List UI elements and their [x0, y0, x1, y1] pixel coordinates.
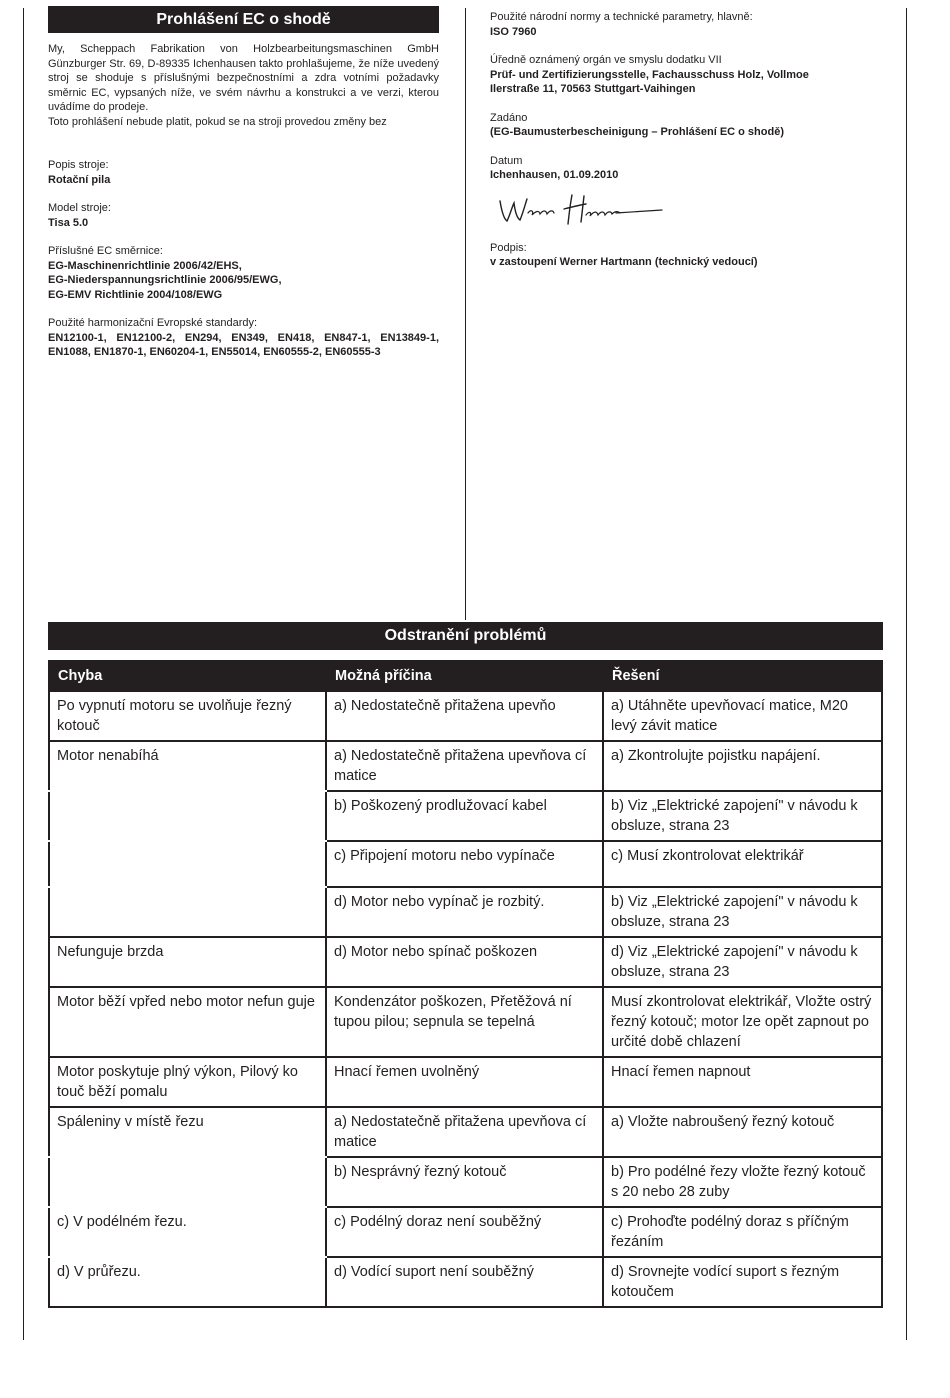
cause-cell: a) Nedostatečně přitažena upevňova cí matice [326, 741, 603, 791]
signature-image [490, 191, 665, 227]
harmonized-standards-value: EN12100-1, EN12100-2, EN294, EN349, EN418, EN847-1, EN13849-1, EN1088, EN1870-1, EN60204-1, EN55014, EN60555-2, EN60555-3 [48, 331, 439, 358]
cause-cell: c) Připojení motoru nebo vypínače [326, 841, 603, 887]
machine-description-value: Rotační pila [48, 173, 111, 186]
solution-cell: Musí zkontrolovat elektrikář, Vložte ostrý řezný kotouč; motor lze opět zapnout po určité době chlazení [603, 987, 882, 1057]
table-row [49, 841, 882, 887]
column-divider [465, 8, 466, 620]
fault-cell: Motor běží vpřed nebo motor nefun guje [49, 987, 326, 1057]
ec-directive-item: EG-EMV Richtlinie 2004/108/EWG [48, 288, 223, 301]
solution-cell: c) Prohoďte podélný doraz s příčným řezáním [603, 1207, 882, 1257]
signature-label: Podpis: [490, 241, 527, 254]
notified-body-name: Prüf- und Zertifizierungsstelle, Fachausschuss Holz, Vollmoe [490, 68, 809, 81]
cause-cell: Kondenzátor poškozen, Přetěžová ní tupou pilou; sepnula se tepelná [326, 987, 603, 1057]
certification-column [490, 10, 890, 270]
table-row [49, 791, 882, 841]
table-row [49, 937, 882, 987]
table-row [49, 1057, 882, 1107]
cause-cell: b) Nesprávný řezný kotouč [326, 1157, 603, 1207]
declaration-intro [48, 42, 439, 129]
machine-model-label: Model stroje: [48, 202, 111, 214]
signature-value: v zastoupení Werner Hartmann (technický vedoucí) [490, 256, 758, 268]
machine-model-value: Tisa 5.0 [48, 216, 89, 229]
solution-cell: a) Zkontrolujte pojistku napájení. [603, 741, 882, 791]
solution-cell: d) Srovnejte vodící suport s řezným kotoučem [603, 1257, 882, 1307]
fault-cell: Motor nenabíhá [49, 741, 326, 791]
solution-cell: b) Pro podélné řezy vložte řezný kotouč s 20 nebo 28 zuby [603, 1157, 882, 1207]
notified-body-label: Úředně oznámený orgán ve smyslu dodatku VII [490, 54, 722, 66]
fault-cell: Spáleniny v místě řezu [49, 1107, 326, 1157]
submitted-value: (EG-Baumusterbescheinigung – Prohlášení EC o shodě) [490, 126, 784, 138]
table-row [49, 1157, 882, 1207]
table-row [49, 987, 882, 1057]
ec-directive-item: EG-Niederspannungsrichtlinie 2006/95/EWG, [48, 274, 282, 286]
cause-cell: Hnací řemen uvolněný [326, 1057, 603, 1107]
fault-cell: c) V podélném řezu. [49, 1207, 326, 1257]
cause-cell: d) Motor nebo vypínač je rozbitý. [326, 887, 603, 937]
solution-cell: c) Musí zkontrolovat elektrikář [603, 841, 882, 887]
ec-directives-label: Příslušné EC směrnice: [48, 245, 163, 257]
date [490, 154, 890, 183]
cause-cell: b) Poškozený prodlužovací kabel [326, 791, 603, 841]
fault-cell: Nefunguje brzda [49, 937, 326, 987]
solution-cell: d) Viz „Elektrické zapojení" v návodu k obsluze, strana 23 [603, 937, 882, 987]
page-edge-left [23, 8, 24, 1340]
machine-description [48, 158, 439, 187]
cause-cell: a) Nedostatečně přitažena upevňo [326, 691, 603, 741]
harmonized-standards [48, 316, 439, 360]
fault-cell: d) V průřezu. [49, 1257, 326, 1307]
header-cause: Možná příčina [326, 661, 603, 691]
national-norms [490, 10, 890, 39]
fault-cell: Po vypnutí motoru se uvolňuje řezný kotouč [49, 691, 326, 741]
national-norms-value: ISO 7960 [490, 25, 537, 38]
solution-cell: b) Viz „Elektrické zapojení" v návodu k obsluze, strana 23 [603, 791, 882, 841]
notified-body [490, 53, 890, 97]
fault-cell [49, 887, 326, 937]
date-value: Ichenhausen, 01.09.2010 [490, 169, 619, 181]
date-label: Datum [490, 154, 523, 167]
fault-cell [49, 791, 326, 841]
cause-cell: d) Motor nebo spínač poškozen [326, 937, 603, 987]
fault-cell: Motor poskytuje plný výkon, Pilový ko touč běží pomalu [49, 1057, 326, 1107]
machine-model [48, 201, 439, 230]
fault-cell [49, 1157, 326, 1207]
table-row [49, 741, 882, 791]
ec-directive-item: EG-Maschinenrichtlinie 2006/42/EHS, [48, 259, 242, 272]
ec-directives [48, 244, 439, 302]
table-row [49, 691, 882, 741]
header-solution: Řešení [603, 661, 882, 691]
table-row [49, 1257, 882, 1307]
intro-paragraph: My, Scheppach Fabrikation von Holzbearbeitungsmaschinen GmbH Günzburger Str. 69, D-89335 Ichenhausen takto prohlašujeme, že níže uvedený stroj se shoduje s příslušnými bezpečnostními a zdra votními požadavky směrnic EC, vypsaných níže, ve svém návrhu a konstrukci a ve verzi, kterou uvádíme do prodeje. [48, 43, 439, 113]
solution-cell: b) Viz „Elektrické zapojení" v návodu k obsluze, strana 23 [603, 887, 882, 937]
table-row [49, 1107, 882, 1157]
cause-cell: c) Podélný doraz není souběžný [326, 1207, 603, 1257]
harmonized-standards-label: Použité harmonizační Evropské standardy: [48, 317, 258, 329]
declaration-title: Prohlášení EC o shodě [48, 6, 439, 33]
cause-cell: a) Nedostatečně přitažena upevňova cí matice [326, 1107, 603, 1157]
submitted-label: Zadáno [490, 111, 528, 124]
cause-cell: d) Vodící suport není souběžný [326, 1257, 603, 1307]
submitted [490, 111, 890, 140]
declaration-column [48, 6, 439, 360]
troubleshooting-table [48, 660, 883, 1308]
troubleshooting-title: Odstranění problémů [48, 622, 883, 650]
solution-cell: a) Utáhněte upevňovací matice, M20 levý závit matice [603, 691, 882, 741]
national-norms-label: Použité národní normy a technické parametry, hlavně: [490, 11, 753, 23]
header-fault: Chyba [49, 661, 326, 691]
solution-cell: a) Vložte nabroušený řezný kotouč [603, 1107, 882, 1157]
intro-note: Toto prohlášení nebude platit, pokud se na stroji provedou změny bez [48, 115, 387, 128]
notified-body-address: Ilerstraße 11, 70563 Stuttgart-Vaihingen [490, 83, 696, 95]
machine-description-label: Popis stroje: [48, 159, 109, 171]
table-row [49, 1207, 882, 1257]
table-row [49, 887, 882, 937]
solution-cell: Hnací řemen napnout [603, 1057, 882, 1107]
table-header-row [49, 661, 882, 691]
signature-block [490, 241, 890, 270]
fault-cell [49, 841, 326, 887]
page-edge-right [906, 8, 907, 1340]
